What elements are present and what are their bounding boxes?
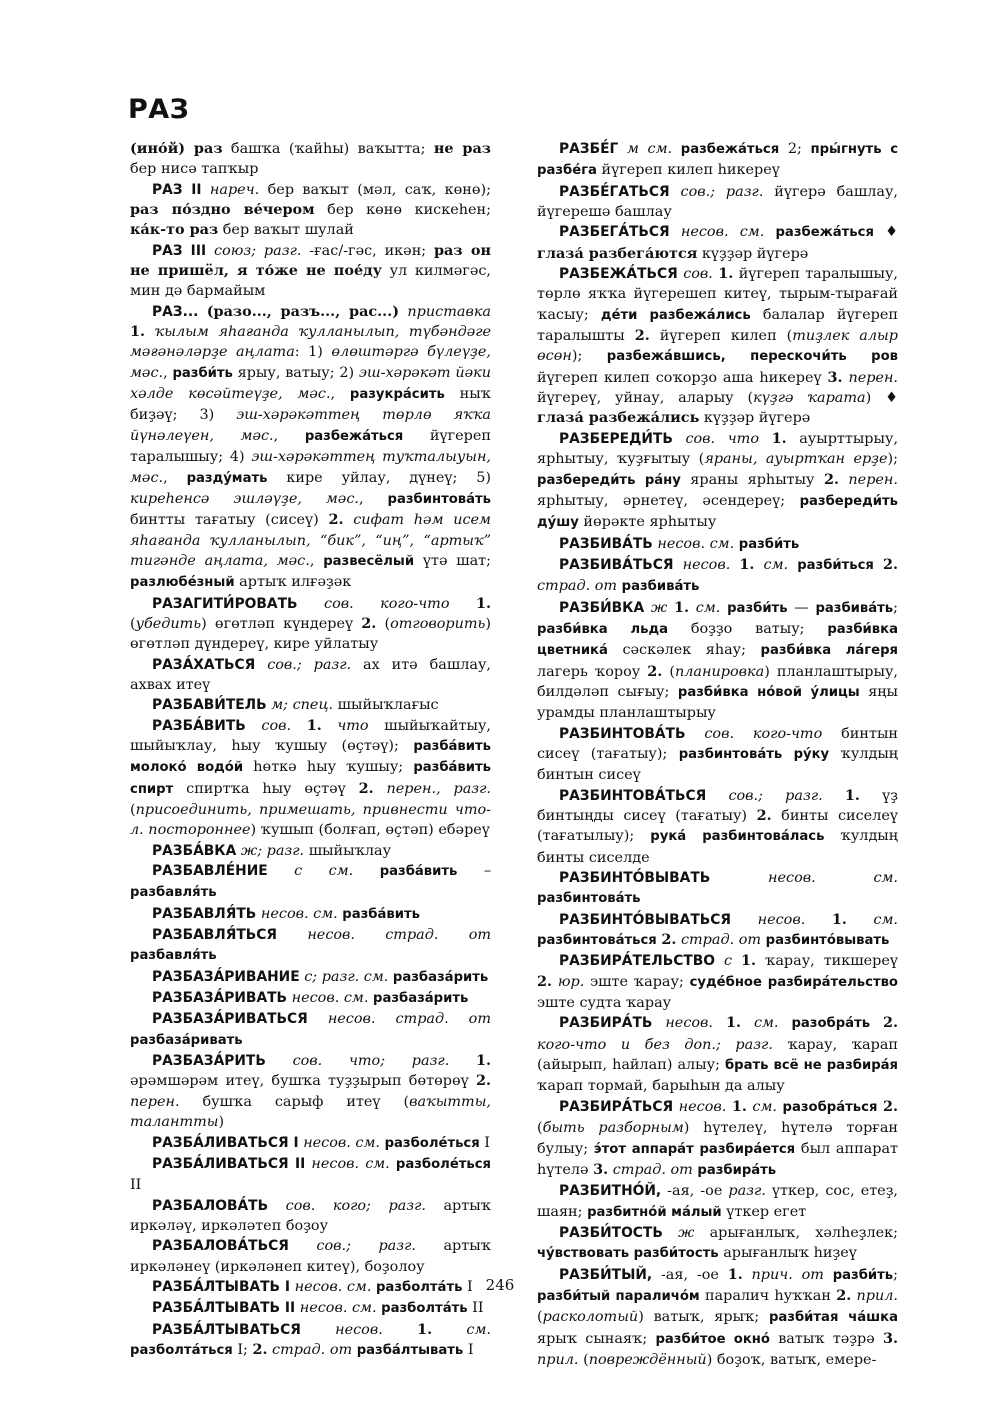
example-phrase: разби́вка льда (537, 621, 669, 637)
entry-headword: РАЗБИРА́ТЬ (559, 1015, 653, 1032)
bold-marker: 2. (836, 1286, 852, 1304)
grammar-note: несов. см. (311, 1155, 390, 1172)
grammar-note: сов. кого-что (704, 725, 823, 742)
bold-marker: 1. (741, 952, 757, 970)
bold-marker: 2. (883, 1014, 899, 1032)
grammar-note: эш-хәрәкәттең туҡталыуын, мәс. (130, 449, 491, 486)
bold-marker: 1. (130, 323, 146, 341)
entry-headword: РАЗБАВЛЕ́НИЕ (152, 863, 268, 880)
entry-headword: РАЗБА́ЛТЫВАТЬ II (152, 1300, 296, 1317)
entry-headword: РАЗБЕЖА́ТЬСЯ (559, 266, 678, 283)
grammar-note: сов. что (685, 430, 759, 447)
example-phrase: брать всё не разбира́я (724, 1058, 898, 1074)
example-phrase: разду́мать (186, 470, 268, 486)
bold-marker: 2. (882, 1097, 898, 1115)
entry-headword: РАЗБИНТО́ВЫВАТЬСЯ (559, 911, 732, 928)
entry-headword: РАЗБАВЛЯ́ТЬ (152, 905, 257, 922)
grammar-note: юр. (557, 973, 585, 990)
dictionary-entry (130, 988, 491, 1009)
example-phrase: де́ти разбежа́лись (600, 307, 751, 323)
dictionary-entry: РАЗБА́ВИТЬ сов. 1. что шыйыҡайтыу, шыйыҡлау, һыу ҡушыу (өҫтәү); разба́вить молоко́ водо́й һөткә һыу ҡушыу; разба́вить спирт спиртҡа һыу өҫтәү 2. перен., разг. (присоединить, примешать, привнести что-л. постороннее) ҡушып (болғап, өҫтәп) ебәреү (130, 716, 492, 839)
entry-headword: РАЗБАЛОВА́ТЬСЯ (152, 1238, 289, 1255)
bold-marker: 2. (328, 511, 344, 529)
bold-marker: 1. (475, 1052, 492, 1070)
bold-marker: 1. (739, 555, 755, 573)
dictionary-entry: РАЗБАВЛЕ́НИЕ с см. разба́вить – разбавля́ть (130, 863, 492, 901)
grammar-note: сифат һәм исем яһағанда ҡулланылып, “бик”, “иң”, “артыҡ” тигәнде аңлата, мәс. (130, 512, 491, 569)
grammar-note: сов. кого; разг. (285, 1197, 426, 1214)
dictionary-entry: РАЗБАЗА́РИТЬ сов. что; разг. 1. әрәмшәрәм итеү, бушҡа туҙҙырып бөтөрөү 2. перен. бушҡа сарыф итеү (ваҡытты, талантты) (130, 1052, 492, 1131)
example-phrase: разбавля́ть (130, 948, 217, 964)
bold-marker: 1. (475, 594, 491, 612)
example-phrase: разби́вка ла́геря (760, 643, 898, 659)
example-phrase: разобра́ться (782, 1099, 878, 1115)
dictionary-entry (130, 904, 491, 925)
dictionary-entry: РАЗБАЛОВА́ТЬСЯ сов.; разг. артыҡ иркәләнеү (иркәләнеп китеү), боҙолоу (130, 1238, 491, 1275)
example-phrase: разлюбе́зный (130, 575, 235, 591)
grammar-note: страд. от (680, 932, 762, 949)
example-phrase: разби́тая ча́шка (768, 1310, 899, 1326)
bold-marker: 2. (361, 614, 377, 632)
example-phrase: разболта́ться (130, 1342, 233, 1358)
grammar-note: күҙгә ҡарата (753, 390, 866, 407)
grammar-note: сов.; разг. (728, 787, 823, 804)
entry-headword: РАЗБИНТОВА́ТЬ (559, 725, 686, 742)
grammar-note: повреждённый (588, 1351, 707, 1368)
entry-headword: РАЗБИРА́ТЬСЯ (559, 1098, 674, 1115)
example-phrase: разбинтова́ть (387, 491, 492, 507)
grammar-note: эш-хәрәкәт йәки хәлде көсәйтеүҙе, мәс. (130, 364, 491, 403)
dictionary-entry: РАЗБИ́ВКА ж 1. см. разби́ть — разбива́ть; разби́вка льда боҙҙо ватыу; разби́вка цветника́ сәскәлек яһау; разби́вка ла́геря лагерь ҡороу 2. (планировка) планлаштырыу, билдәләп сығыу; разби́вка но́вой у́лицы яңы урамды планлаштырыу (537, 598, 898, 722)
bold-marker: ♦ глаза́ разбежа́лись (537, 389, 898, 427)
dictionary-entry (537, 868, 898, 910)
example-phrase: разбереди́ть ду́шу (537, 493, 898, 531)
bold-marker: (разо..., разъ..., рас...) (206, 302, 400, 320)
entry-headword: РАЗБА́ВКА (152, 842, 237, 859)
dictionary-entry: РАЗБИРА́ТЕЛЬСТВО с 1. ҡарау, тикшереү 2. юр. эште ҡарау; суде́бное разбира́тельство эште судта ҡарау (537, 952, 899, 1012)
dictionary-entry: РАЗАГИТИ́РОВАТЬ сов. кого-что 1. (убедить) өгөтләп күндереү 2. (отговорить) өгөтләп дүндереү, кире уйлатыу (130, 594, 491, 653)
dictionary-entry: РАЗБИ́ТЫЙ, -ая, -ое 1. прич. от разби́ть; разби́тый параличо́м паралич һуҡҡан 2. прил. (расколотый) ватыҡ, ярыҡ; разби́тая ча́шка ярыҡ сынаяҡ; разби́тое окно́ ватыҡ тәҙрә 3. прил. (повреждённый) боҙоҡ, ватыҡ, емере- (537, 1265, 899, 1368)
bold-marker: 2. (537, 972, 553, 990)
entry-headword: РАЗБИНТОВА́ТЬСЯ (559, 787, 707, 804)
example-phrase: разбаза́рить (392, 969, 489, 985)
grammar-note: сов.; разг. (267, 656, 352, 673)
example-phrase: разбежа́ться (775, 225, 874, 241)
entry-headword: РАЗБИТНО́Й, (559, 1183, 662, 1200)
grammar-note: союз; разг. (213, 242, 302, 259)
grammar-note: перен. (130, 1093, 180, 1110)
example-phrase: разбаза́ривать (130, 1032, 243, 1048)
grammar-note: несов. (678, 1098, 727, 1115)
entry-headword: РАЗБА́ЛИВАТЬСЯ II (152, 1155, 306, 1172)
grammar-note: сов. (683, 266, 713, 283)
grammar-note: тиҙлек алыр өсөн (537, 328, 898, 365)
bold-marker: 2. (647, 662, 663, 680)
grammar-note: присоединить, примешать, привнести что-л. постороннее (130, 802, 491, 839)
bold-marker: 1. (674, 598, 690, 616)
bold-marker: 1. (771, 429, 787, 447)
example-phrase: разбавля́ть (130, 885, 217, 901)
example-phrase: разби́ть (727, 600, 788, 616)
dictionary-entry: РАЗБЕГА́ТЬСЯ несов. см. разбежа́ться ♦ глаза́ разбега́ются күҙҙәр йүгерә (537, 223, 899, 262)
grammar-note: сов. (261, 717, 292, 734)
dictionary-entry: РАЗ... (разо..., разъ..., рас...) приставка 1. ҡылым яһағанда ҡулланылып, түбәндәге мәғәнәләрҙе аңлата: 1) өлөштәргә бүлеүҙе, мәс., разби́ть ярыу, ватыу; 2) эш-хәрәкәт йәки хәлде көсәйтеүҙе, мәс., разукра́сить ныҡ биҙәү; 3) эш-хәрәкәттең төрлө яҡҡа йүнәлеүен, мәс., разбежа́ться йүгереп таралышыу; 4) эш-хәрәкәттең туҡталыуын, мәс., разду́мать кире уйлау, дүнеү; 5) киреһенсә эшләүҙе, мәс., разбинтова́ть бинтты тағатыу (сисеү) 2. сифат һәм исем яһағанда ҡулланылып, “бик”, “иң”, “артыҡ” тигәнде аңлата, мәс., развесёлый үтә шат; разлюбе́зный артыҡ илғәҙәк (130, 302, 492, 591)
entry-headword: РАЗБА́ЛИВАТЬСЯ I (152, 1134, 299, 1151)
bold-marker: 3. (882, 1329, 899, 1347)
right-column (537, 139, 898, 1370)
example-phrase: пры́гнуть с разбе́га (537, 142, 899, 179)
entry-headword: РАЗБИ́ТОСТЬ (559, 1224, 663, 1241)
grammar-note: несов. (665, 1015, 713, 1032)
example-phrase: разби́ть (172, 365, 233, 381)
example-phrase: разболта́ть (381, 1301, 468, 1317)
grammar-note: м; спец. (271, 697, 334, 714)
grammar-note: сов.; разг. (316, 1238, 416, 1255)
grammar-note: яраны, ауыртҡан ерҙе (704, 451, 888, 468)
grammar-note: отговорить (390, 615, 486, 632)
dictionary-entry (130, 967, 491, 988)
example-phrase: разбива́ть (621, 579, 700, 595)
dictionary-entry: РАЗ II нареч. бер ваҡыт (мәл, саҡ, көнө); раз по́здно ве́чером бер көнө кискеһен; ка́к-то раз бер ваҡыт шулай (130, 181, 491, 239)
entry-headword: РАЗБАЗА́РИТЬ (152, 1053, 266, 1070)
dictionary-entry: РАЗБИРА́ТЬСЯ несов. 1. см. разобра́ться 2. (быть разборным) һүтелеү, һүтелә торған булыу; э́тот аппара́т разбира́ется был аппарат һүтелә 3. страд. от разбира́ть (537, 1097, 898, 1178)
example-phrase: разба́лтывать (356, 1342, 464, 1358)
entry-headword: РАЗБАЗА́РИВАТЬСЯ (152, 1011, 308, 1028)
bold-marker: 2. (823, 470, 839, 488)
example-phrase: разбинтова́ть ру́ку (678, 746, 830, 762)
example-phrase: разболта́ть (375, 1279, 463, 1295)
grammar-note: см. (763, 556, 789, 573)
bold-marker: 1. (731, 1097, 747, 1115)
running-head: РАЗ (128, 94, 190, 125)
example-phrase: разбира́ть (697, 1162, 777, 1178)
entry-headword: РАЗБИ́ВКА (559, 599, 645, 616)
example-phrase: разбежа́ться (680, 142, 780, 157)
example-phrase: чу́вствовать разби́тость (537, 1246, 719, 1262)
grammar-note: см. (873, 911, 898, 928)
example-phrase: разбежа́вшись, перескочи́ть ров (606, 349, 898, 365)
entry-headword: РАЗБЕРЕДИ́ТЬ (559, 430, 673, 447)
left-column (130, 139, 491, 1361)
grammar-note: перен. (848, 369, 899, 386)
bold-marker: 1. (725, 1014, 741, 1032)
grammar-note: несов. (335, 1321, 383, 1338)
bold-marker: 2. (358, 779, 374, 797)
grammar-note: страд. от (272, 1341, 353, 1358)
grammar-note: несов. см. (299, 1300, 377, 1317)
grammar-note: киреһенсә эшләүҙе, мәс. (130, 490, 359, 507)
example-phrase: разби́вка но́вой у́лицы (677, 684, 860, 700)
grammar-note: расколотый (542, 1309, 639, 1326)
grammar-note: планировка (675, 663, 765, 680)
dictionary-entry: РАЗБЕ́Г м см. разбежа́ться 2; пры́гнуть с разбе́га йүгереп килеп һикереү (537, 141, 899, 179)
entry-headword: РАЗБАЗА́РИВАНИЕ (152, 968, 300, 985)
grammar-note: несов. см. (303, 1134, 380, 1151)
dictionary-entry: РАЗБИНТОВА́ТЬСЯ сов.; разг. 1. үҙ бинтыңды сисеү (тағатыу) 2. бинты сиселеү (тағатылыу); рука́ разбинтова́лась ҡулдың бинты сиселде (537, 786, 898, 866)
example-phrase: разбежа́ться (304, 428, 404, 444)
dictionary-entry: РАЗБА́ЛИВАТЬСЯ I несов. см. разболе́ться I (152, 1134, 490, 1151)
bold-marker: 3. (827, 368, 843, 386)
grammar-note: см. (466, 1321, 491, 1338)
example-phrase: разби́ть (832, 1267, 894, 1283)
grammar-note: сов. кого-что (324, 595, 450, 612)
dictionary-entry: РАЗБИНТОВА́ТЬ сов. кого-что бинтын сисеү (тағатыу); разбинтова́ть ру́ку ҡулдың бинтын сисеү (537, 725, 898, 784)
bold-marker: 1. (727, 1265, 743, 1283)
bold-marker: 3. (593, 1160, 609, 1178)
grammar-note: өлөштәргә бүлеүҙе, мәс. (130, 344, 491, 381)
example-phrase: разба́вить (342, 906, 420, 922)
bold-marker: раз он не пришёл, я то́же не пое́ду (130, 241, 492, 280)
example-phrase: разбинтова́ть (537, 891, 641, 907)
dictionary-entry: РАЗБА́ВКА ж; разг. шыйыҡлау (152, 842, 392, 859)
bold-marker: 2. (883, 555, 899, 573)
entry-headword: РАЗ II (152, 181, 202, 198)
example-phrase: разбитно́й ма́лый (587, 1204, 722, 1220)
dictionary-entry (130, 925, 491, 967)
dictionary-entry: РАЗА́ХАТЬСЯ сов.; разг. ах итә башлау, ахвах итеү (130, 656, 491, 693)
bold-marker: 2. (756, 807, 772, 824)
grammar-note: страд. от (537, 578, 618, 595)
dictionary-entry: РАЗБА́ЛТЫВАТЬСЯ несов. 1. см. разболта́ться I; 2. страд. от разба́лтывать I (130, 1320, 491, 1358)
grammar-note: эш-хәрәкәттең төрлө яҡҡа йүнәлеүен, мәс. (130, 407, 491, 444)
example-phrase: разба́вить спирт (130, 760, 491, 797)
entry-headword: РАЗБА́ЛТЫВАТЬСЯ (152, 1321, 301, 1338)
example-phrase: разболе́ться (395, 1156, 492, 1172)
grammar-note: несов. страд. от (327, 1011, 491, 1028)
dictionary-entry: РАЗБА́ЛИВАТЬСЯ II несов. см. разболе́ться II (130, 1155, 492, 1194)
example-phrase: рука́ разбинтова́лась (650, 829, 825, 845)
grammar-note: что (337, 717, 369, 734)
grammar-note: несов. см. (680, 224, 765, 241)
bold-marker: не раз (433, 140, 491, 157)
grammar-note: прич. от (751, 1266, 824, 1283)
entry-headword: РАЗБА́ВИТЬ (152, 717, 246, 734)
entry-headword: РАЗБА́ЛТЫВАТЬ I (152, 1278, 291, 1295)
bold-marker: 2. (661, 931, 677, 949)
page-number: 246 (485, 1276, 515, 1294)
bold-marker: 1. (718, 265, 734, 283)
bold-marker: 1. (844, 786, 860, 804)
example-phrase: разбинто́вывать (765, 933, 890, 949)
grammar-note: сов. что; разг. (292, 1053, 450, 1070)
example-phrase: разбереди́ть ра́ну (537, 472, 681, 488)
entry-headword: РАЗБАЛОВА́ТЬ (152, 1197, 269, 1214)
bold-marker: 2. (634, 327, 650, 345)
bold-marker: 1. (306, 716, 322, 734)
grammar-note: ж (678, 1224, 695, 1241)
example-phrase: разба́вить (379, 864, 458, 880)
bold-marker: ка́к-то раз (130, 221, 219, 239)
dictionary-entry: РАЗ III союз; разг. -ғас/-гәс, икән; раз он не пришёл, я то́же не пое́ду ул килмәгәс, мин дә бармайым (130, 241, 492, 300)
dictionary-entry: РАЗБА́ЛТЫВАТЬ I несов. см. разболта́ть I (152, 1278, 473, 1295)
example-phrase: суде́бное разбира́тельство (689, 974, 898, 990)
entry-headword: РАЗБАЗА́РИВАТЬ (152, 990, 288, 1007)
grammar-note: см. (753, 1015, 779, 1032)
entry-headword: РАЗБИНТО́ВЫВАТЬ (559, 870, 711, 887)
dictionary-entry: РАЗБАЛОВА́ТЬ сов. кого; разг. артыҡ иркәләү, иркәләтеп боҙоу (130, 1197, 491, 1234)
grammar-note: ваҡытты, талантты (130, 1093, 491, 1131)
grammar-note: кого-что и без доп.; разг. (537, 1036, 773, 1053)
entry-headword: РАЗ... (152, 303, 199, 320)
grammar-note: несов. (757, 911, 806, 928)
grammar-note: см. (695, 599, 721, 616)
example-phrase: разбаза́рить (373, 991, 469, 1007)
bold-marker: ♦ глаза́ разбега́ются (537, 223, 899, 262)
grammar-note: быть разборным (542, 1120, 684, 1137)
grammar-note: несов. см. (294, 1278, 372, 1295)
example-phrase: разби́тый параличо́м (537, 1288, 700, 1304)
grammar-note: перен., разг. (386, 780, 491, 797)
dictionary-entry: РАЗБЕРЕДИ́ТЬ сов. что 1. ауырттырыу, ярһытыу, ҡуҙғытыу (яраны, ауыртҡан ерҙе); разбереди́ть ра́ну яраны ярһытыу 2. перен. ярһытыу, әрнетеү, әсендереү; разбереди́ть ду́шу йөрәкте ярһытыу (537, 429, 899, 531)
grammar-note: несов. см. (291, 990, 369, 1007)
grammar-note: нареч. (209, 181, 260, 198)
entry-headword: РАЗ III (152, 242, 207, 259)
dictionary-entry: РАЗБА́ЛТЫВАТЬ II несов. см. разболта́ть II (152, 1300, 484, 1317)
grammar-note: сов.; разг. (680, 183, 764, 200)
grammar-note: с см. (294, 863, 354, 880)
example-phrase: разболе́ться (384, 1135, 480, 1151)
grammar-note: несов. см. (657, 535, 735, 552)
example-phrase: разби́вка цветника́ (537, 621, 898, 659)
entry-headword: РАЗАГИТИ́РОВАТЬ (152, 595, 298, 612)
dictionary-entry: РАЗБИРА́ТЬ несов. 1. см. разобра́ть 2. кого-что и без доп.; разг. ҡарау, ҡарап (айырып, һайлап) алыу; брать всё не разбира́я ҡарап тормай, барыһын да алыу (537, 1014, 899, 1095)
grammar-note: прил. (856, 1287, 898, 1304)
dictionary-entry (130, 1009, 491, 1051)
grammar-note: с; разг. см. (304, 968, 389, 985)
example-phrase: разби́ть (738, 536, 800, 552)
dictionary-entry: РАЗБЕЖА́ТЬСЯ сов. 1. йүгереп таралышыу, төрлө яҡҡа йүгерешеп китеү, тырым-тырағай ҡасыу; де́ти разбежа́лись балалар йүгереп таралышты 2. йүгереп килеп (тиҙлек алыр өсөн); разбежа́вшись, перескочи́ть ров йүгереп килеп соҡорҙо аша һикереү 3. перен. йүгереү, уйнау, аларыу (күҙгә ҡарата) ♦ глаза́ разбежа́лись күҙҙәр йүгерә (537, 265, 899, 427)
grammar-note: ҡылым яһағанда ҡулланылып, түбәндәге мәғәнәләрҙе аңлата (130, 324, 491, 361)
dictionary-entry: РАЗБАВИ́ТЕЛЬ м; спец. шыйыҡлағыс (152, 697, 439, 714)
entry-headword: РАЗБЕ́ГАТЬСЯ (559, 183, 670, 200)
example-phrase: разукра́сить (349, 387, 445, 403)
bold-marker: 2. (252, 1340, 268, 1358)
grammar-note: м см. (626, 141, 673, 157)
bold-marker: 1. (417, 1320, 433, 1338)
bold-marker: раз по́здно ве́чером (130, 201, 315, 219)
grammar-note: несов. (682, 556, 731, 573)
entry-headword: РАЗБИВА́ТЬСЯ (559, 556, 674, 573)
example-phrase: разба́вить молоко́ водо́й (130, 738, 491, 776)
grammar-note: разг. (728, 1183, 766, 1200)
grammar-note: с (724, 953, 733, 970)
dictionary-entry: РАЗБЕ́ГАТЬСЯ сов.; разг. йүгерә башлау, йүгерешә башлау (537, 183, 898, 221)
grammar-note: приставка (407, 303, 491, 320)
dictionary-entry: (ино́й) раз башҡа (ҡайһы) ваҡытта; не раз бер нисә тапҡыр (130, 140, 491, 178)
grammar-note: страд. от (612, 1161, 693, 1178)
grammar-note: см. (752, 1098, 777, 1115)
bold-marker: 1. (831, 910, 847, 928)
grammar-note: несов. см. (768, 870, 899, 887)
entry-headword: РАЗБАВИ́ТЕЛЬ (152, 697, 267, 714)
entry-headword: РАЗБИВА́ТЬ (559, 535, 653, 552)
entry-headword: РАЗБЕ́Г (559, 141, 619, 157)
entry-headword: РАЗБИРА́ТЕЛЬСТВО (559, 953, 716, 970)
example-phrase: разбива́ть (815, 600, 894, 616)
grammar-note: ж; разг. (240, 842, 305, 859)
grammar-note: ж (650, 599, 668, 616)
dictionary-entry: РАЗБИТНО́Й, -ая, -ое разг. үткер, сос, етеҙ, шаян; разбитно́й ма́лый үткер егет (537, 1183, 898, 1220)
bold-marker: 2. (475, 1072, 491, 1090)
example-phrase: разбинтова́ться (537, 933, 657, 949)
entry-headword: РАЗБАВЛЯ́ТЬСЯ (152, 927, 278, 944)
dictionary-entry (537, 534, 898, 555)
dictionary-entry: РАЗБИ́ТОСТЬ ж арығанлыҡ, хәлһеҙлек; чу́вствовать разби́тость арығанлыҡ һиҙеү (537, 1224, 898, 1262)
bold-marker: (ино́й) раз (130, 140, 223, 157)
dictionary-entry (537, 910, 898, 952)
example-phrase: разби́тое окно́ (655, 1331, 770, 1347)
example-phrase: разобра́ть (791, 1016, 871, 1032)
example-phrase: развесёлый (323, 553, 415, 569)
entry-headword: РАЗА́ХАТЬСЯ (152, 656, 256, 673)
grammar-note: несов. страд. от (307, 927, 492, 944)
grammar-note: несов. см. (260, 905, 338, 922)
entry-headword: РАЗБЕГА́ТЬСЯ (559, 224, 670, 241)
grammar-note: убедить (135, 615, 202, 632)
example-phrase: разби́ться (797, 557, 874, 573)
grammar-note: перен. (848, 471, 898, 488)
dictionary-entry (537, 555, 898, 598)
example-phrase: э́тот аппара́т разбира́ется (593, 1141, 796, 1157)
entry-headword: РАЗБИ́ТЫЙ, (559, 1266, 653, 1283)
grammar-note: прил. (537, 1351, 579, 1368)
